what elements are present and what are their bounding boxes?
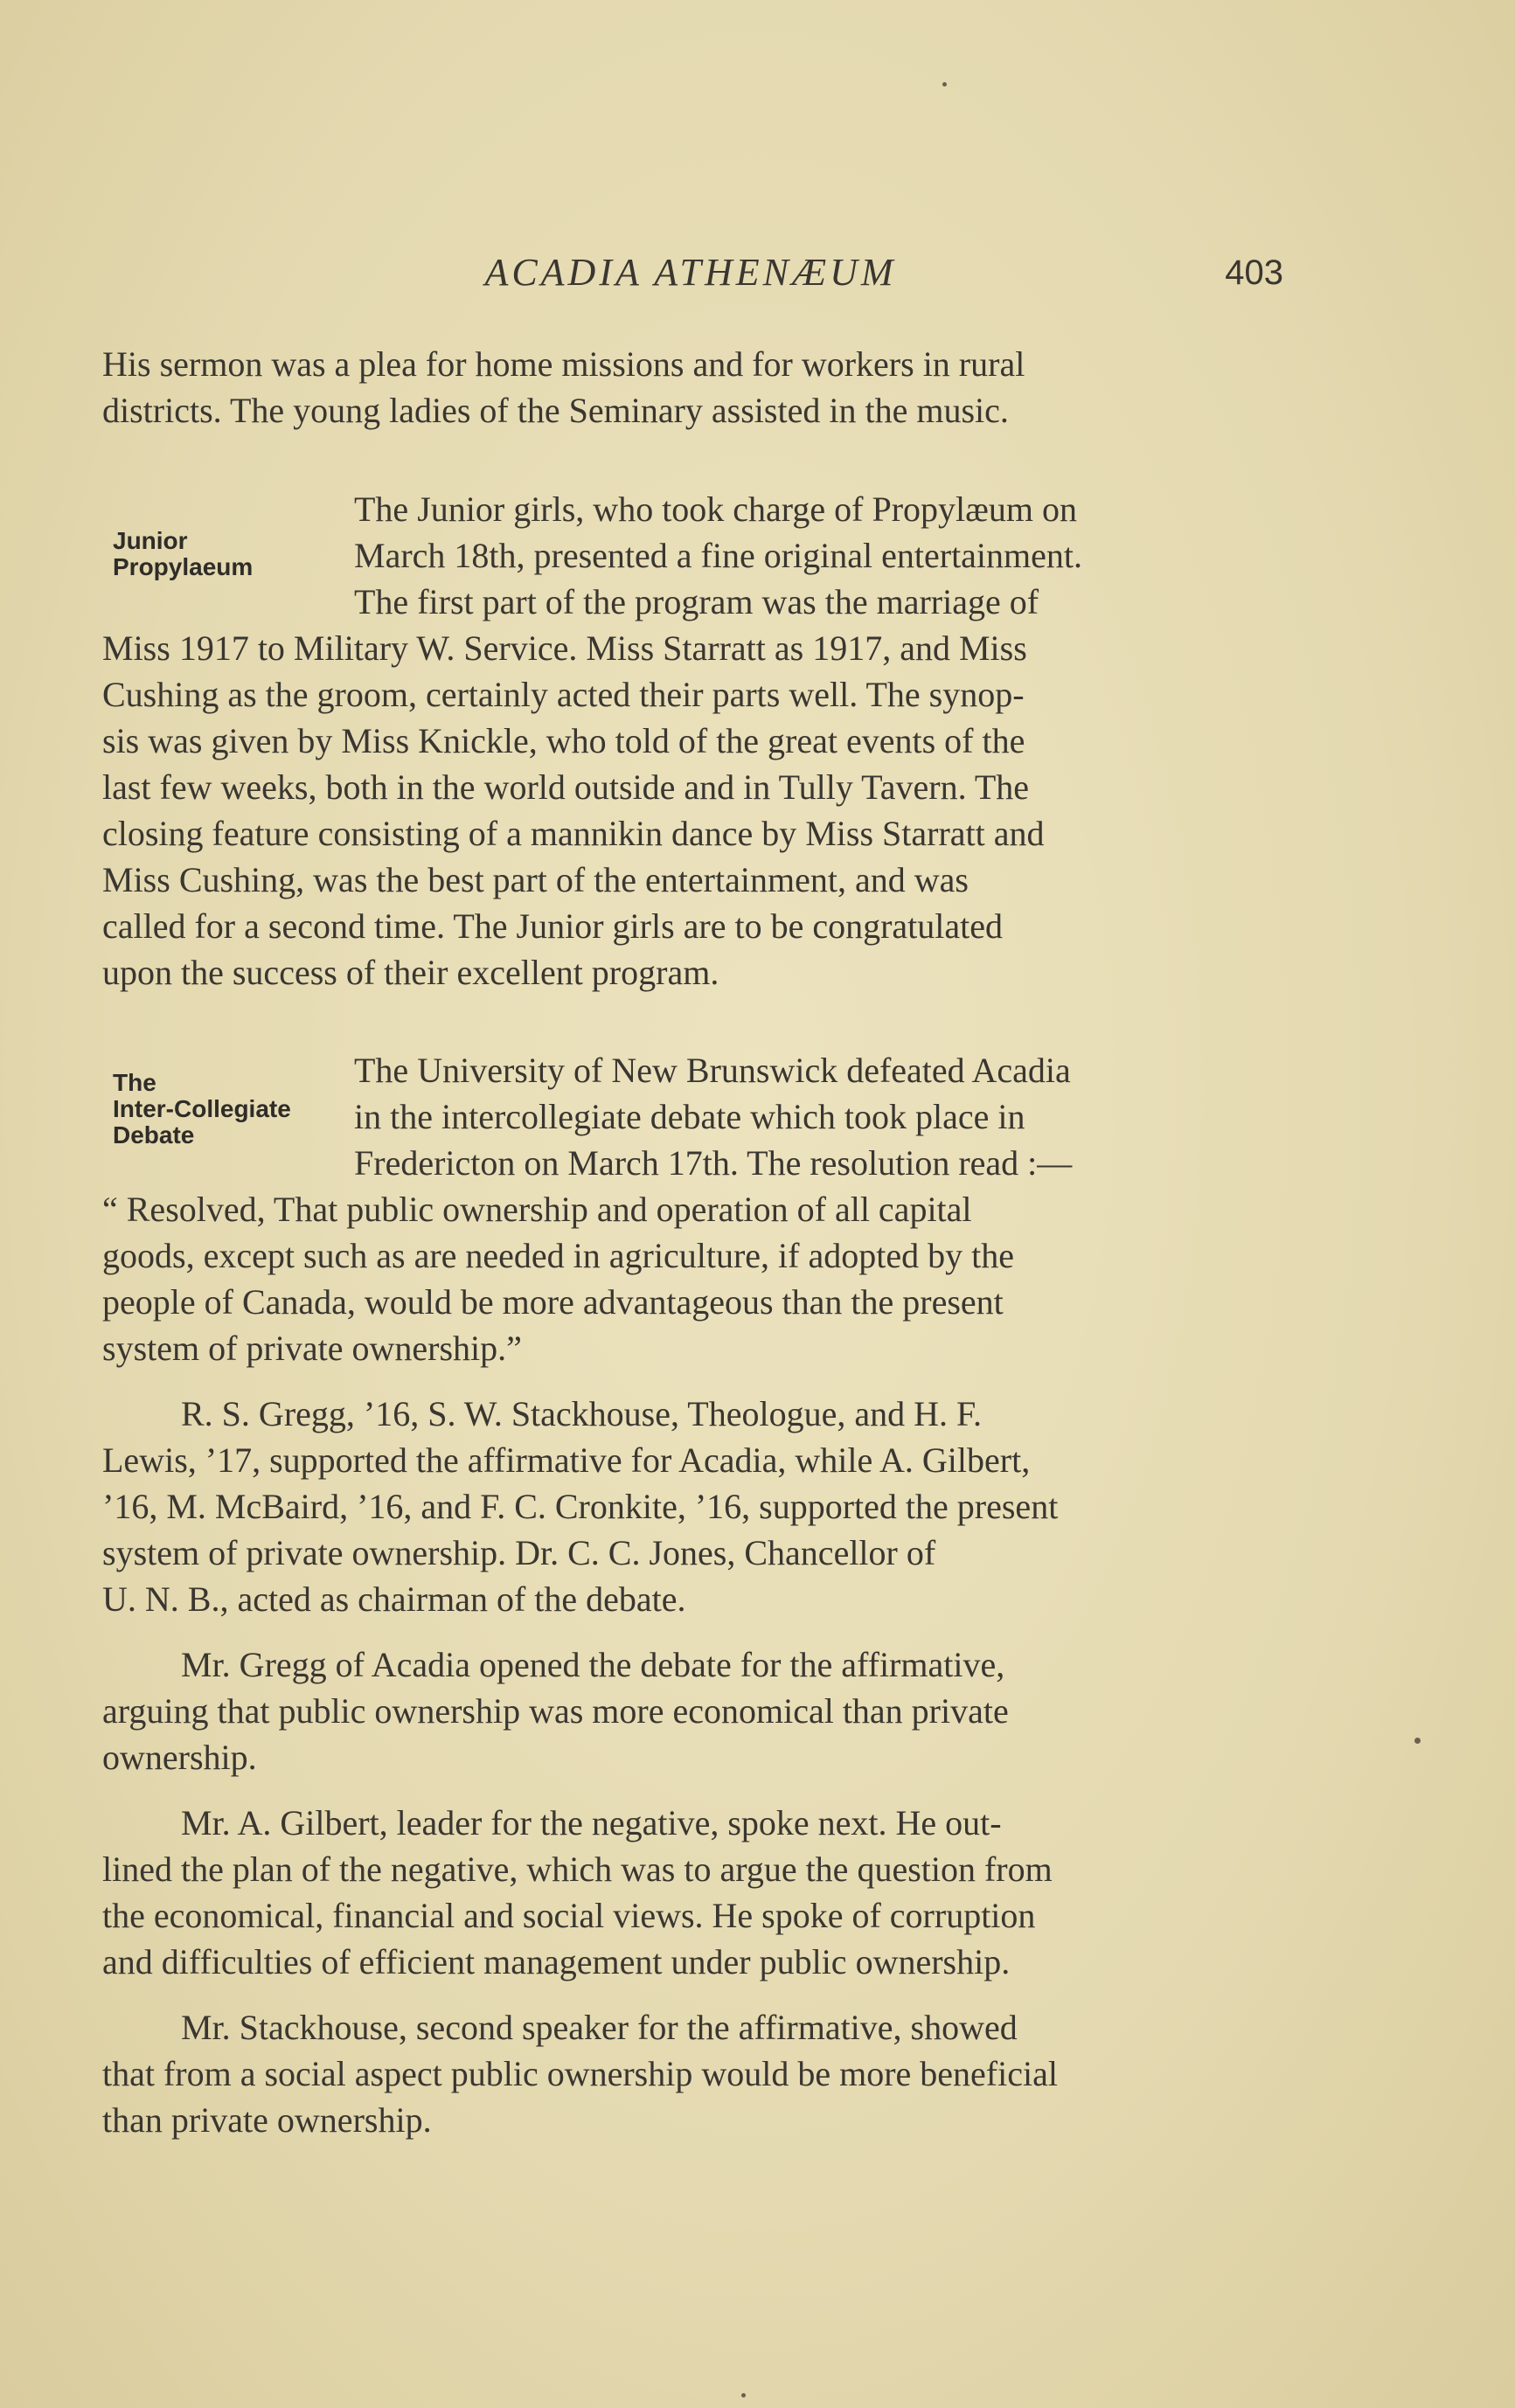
text-line: last few weeks, both in the world outside and in Tully Tavern. The	[102, 767, 1030, 807]
text-line: system of private ownership.”	[102, 1329, 522, 1368]
text-line: March 18th, presented a fine original entertainment.	[354, 536, 1083, 575]
debate-paragraph-stackhouse	[102, 2004, 1272, 2143]
paper-speck	[942, 82, 947, 87]
text-line: upon the success of their excellent program.	[102, 953, 719, 992]
paper-speck	[1414, 1738, 1421, 1744]
sidehead-line: Junior	[113, 527, 188, 554]
sidehead-line: Propylaeum	[113, 553, 254, 580]
text-line: lined the plan of the negative, which was to argue the question from	[102, 1849, 1053, 1889]
text-line: in the intercollegiate debate which took place in	[354, 1097, 1025, 1136]
text-line: Mr. Stackhouse, second speaker for the affirmative, showed	[181, 2008, 1018, 2047]
debate-paragraph-gilbert	[102, 1800, 1272, 1985]
paper-speck	[741, 2393, 746, 2398]
text-line: R. S. Gregg, ’16, S. W. Stackhouse, Theologue, and H. F.	[181, 1394, 983, 1433]
text-line: system of private ownership. Dr. C. C. Jones, Chancellor of	[102, 1533, 936, 1572]
text-line: Miss 1917 to Military W. Service. Miss Starratt as 1917, and Miss	[102, 628, 1027, 668]
text-line: Cushing as the groom, certainly acted their parts well. The synop-	[102, 675, 1025, 714]
sidehead-line: Debate	[113, 1121, 195, 1148]
text-line: sis was given by Miss Knickle, who told of the great events of the	[102, 721, 1025, 760]
section-inter-collegiate-debate	[102, 1047, 1272, 2143]
text-line: closing feature consisting of a mannikin dance by Miss Starratt and	[102, 814, 1045, 853]
sidehead-propylaeum	[113, 528, 253, 580]
text-line: Mr. Gregg of Acadia opened the debate for the affirmative,	[181, 1645, 1005, 1684]
text-line: called for a second time. The Junior girls are to be congratulated	[102, 906, 1003, 946]
text-line: ownership.	[102, 1738, 257, 1777]
sidehead-line: The	[113, 1069, 156, 1096]
text-line: people of Canada, would be more advantageous than the present	[102, 1282, 1004, 1322]
text-line: U. N. B., acted as chairman of the debate.	[102, 1579, 686, 1619]
text-line: Fredericton on March 17th. The resolution read :—	[354, 1143, 1073, 1183]
text-line: The Junior girls, who took charge of Propylæum on	[354, 489, 1077, 529]
debate-paragraph-participants	[102, 1391, 1272, 1622]
text-line: His sermon was a plea for home missions and for workers in rural	[102, 344, 1025, 384]
text-line: the economical, financial and social views. He spoke of corruption	[102, 1896, 1036, 1935]
intro-paragraph	[102, 341, 1272, 434]
debate-paragraph-gregg	[102, 1641, 1272, 1780]
page-number: 403	[1225, 253, 1283, 292]
section-junior-propylaeum	[102, 486, 1272, 996]
sidehead-debate	[113, 1070, 291, 1148]
text-line: Mr. A. Gilbert, leader for the negative, spoke next. He out-	[181, 1803, 1002, 1842]
text-line: “ Resolved, That public ownership and operation of all capital	[102, 1190, 972, 1229]
text-line: and difficulties of efficient management under public ownership.	[102, 1942, 1011, 1981]
text-line: that from a social aspect public ownership would be more beneficial	[102, 2054, 1058, 2093]
text-line: Lewis, ’17, supported the affirmative for Acadia, while A. Gilbert,	[102, 1440, 1031, 1480]
text-line: The first part of the program was the marriage of	[354, 582, 1039, 621]
running-title: ACADIA ATHENÆUM	[484, 251, 897, 294]
text-line: goods, except such as are needed in agriculture, if adopted by the	[102, 1236, 1014, 1275]
text-line: than private ownership.	[102, 2100, 432, 2140]
text-line: districts. The young ladies of the Seminary assisted in the music.	[102, 391, 1009, 430]
text-line: arguing that public ownership was more economical than private	[102, 1691, 1009, 1731]
sidehead-line: Inter-Collegiate	[113, 1095, 291, 1122]
text-line: The University of New Brunswick defeated Acadia	[354, 1051, 1071, 1090]
text-line: Miss Cushing, was the best part of the entertainment, and was	[102, 860, 969, 899]
text-line: ’16, M. McBaird, ’16, and F. C. Cronkite, ’16, supported the present	[102, 1487, 1059, 1526]
page-header	[105, 250, 1283, 302]
